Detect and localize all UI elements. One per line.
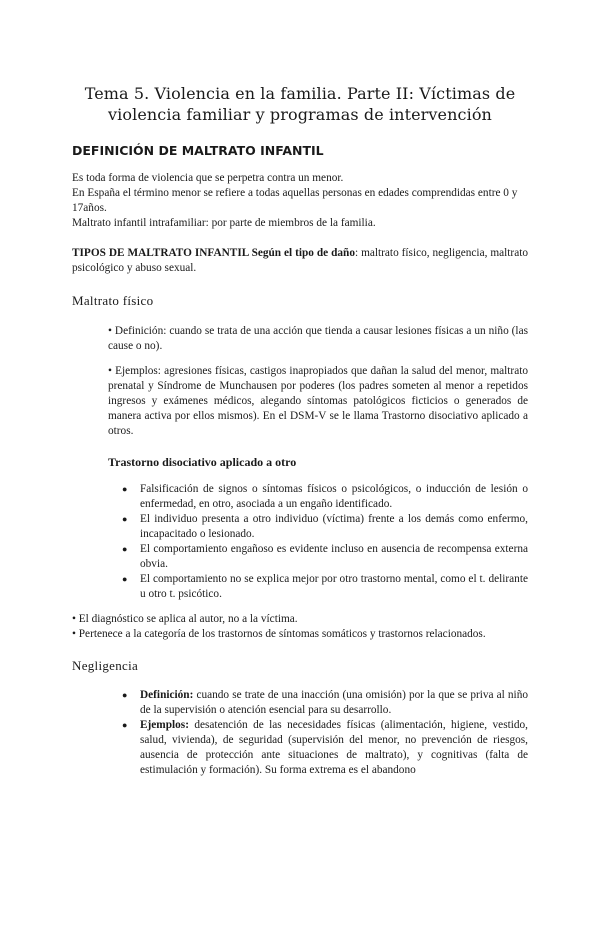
title-line-2: violencia familiar y programas de intervención bbox=[108, 105, 492, 124]
definicion-line-1: Es toda forma de violencia que se perpetra contra un menor. bbox=[72, 172, 344, 184]
definicion-paragraph bbox=[72, 171, 528, 231]
definicion-line-3: Maltrato infantil intrafamiliar: por parte de miembros de la familia. bbox=[72, 217, 376, 229]
heading-maltrato-fisico: Maltrato físico bbox=[72, 293, 154, 308]
document-page bbox=[0, 83, 600, 931]
bullet-icon: ● bbox=[122, 484, 128, 494]
bullet-icon: ● bbox=[122, 574, 128, 584]
title-line-1: Tema 5. Violencia en la familia. Parte II: Víctimas de bbox=[84, 84, 516, 103]
mf-note-1: • El diagnóstico se aplica al autor, no a la víctima. bbox=[72, 613, 298, 625]
mf-definicion: • Definición: cuando se trata de una acción que tienda a causar lesiones físicas a un niño (las cause o no). bbox=[108, 325, 528, 352]
bullet-icon: ● bbox=[122, 720, 128, 730]
bullet-icon: ● bbox=[122, 690, 128, 700]
list-item: ● El comportamiento engañoso es evidente incluso en ausencia de recompensa externa obvia. bbox=[122, 543, 528, 570]
mf-ejemplos: • Ejemplos: agresiones físicas, castigos inapropiados que dañan la salud del menor, maltrato prenatal y Síndrome de Munchausen por poderes (los padres someten al menor a repetidos ingresos y exámenes médicos, alegando síntomas patológicos ficticios o generados de manera activa por ellos mismos). En el DSM-V se le llama Trastorno disociativo aplicado a otros. bbox=[108, 365, 528, 437]
heading-trastorno-disociativo: Trastorno disociativo aplicado a otro bbox=[108, 455, 297, 469]
maltrato-fisico-section bbox=[72, 324, 528, 470]
bullet-icon: ● bbox=[122, 544, 128, 554]
tipos-text: : maltrato físico, negligencia, maltrato psicológico y abuso sexual. bbox=[72, 247, 528, 274]
tipos-paragraph bbox=[72, 246, 528, 276]
list-item: ● El comportamiento no se explica mejor por otro trastorno mental, como el t. delirante u otro t. psicótico. bbox=[122, 573, 528, 600]
tipos-label: TIPOS DE MALTRATO INFANTIL Según el tipo de daño bbox=[72, 247, 355, 259]
definicion-line-2: En España el término menor se refiere a todas aquellas personas en edades comprendidas entre 0 y 17años. bbox=[72, 187, 518, 214]
trastorno-criteria-list bbox=[72, 482, 528, 602]
mf-note-2: • Pertenece a la categoría de los trastornos de síntomas somáticos y trastornos relacionados. bbox=[72, 628, 486, 640]
negligencia-list bbox=[72, 688, 528, 778]
list-item: ● El individuo presenta a otro individuo (víctima) frente a los demás como enfermo, incapacitado o lesionado. bbox=[122, 513, 528, 540]
list-item: ● Falsificación de signos o síntomas físicos o psicológicos, o inducción de lesión o enfermedad, en otro, asociada a un engaño identificado. bbox=[122, 483, 528, 510]
heading-negligencia: Negligencia bbox=[72, 658, 139, 673]
bullet-icon: ● bbox=[122, 514, 128, 524]
maltrato-fisico-notes bbox=[72, 612, 528, 642]
list-item: ● Ejemplos: desatención de las necesidades físicas (alimentación, higiene, vestido, salud, vivienda), de seguridad (supervisión del menor, no prevención de riesgos, ausencia de protección ante situaciones de maltrato), y cognitivas (falta de estimulación y formación). Su forma extrema es el abandono bbox=[122, 719, 528, 776]
heading-definicion: DEFINICIÓN DE MALTRATO INFANTIL bbox=[72, 143, 324, 158]
page-title bbox=[72, 83, 528, 125]
list-item: ● Definición: cuando se trate de una inacción (una omisión) por la que se priva al niño de la supervisión o atención esencial para su desarrollo. bbox=[122, 689, 528, 716]
